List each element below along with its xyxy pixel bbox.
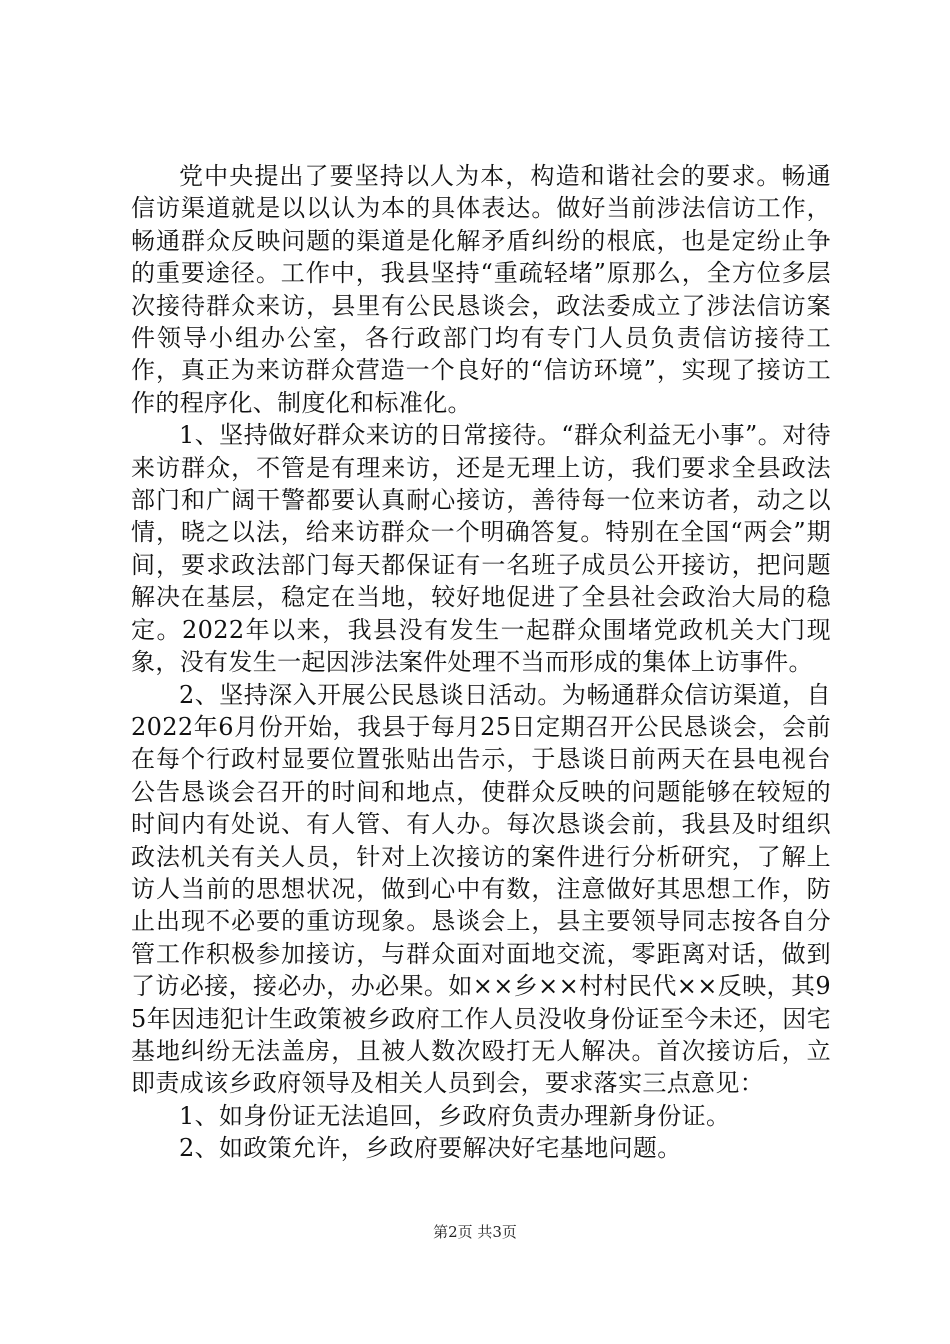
paragraph-citizen-talk-day: 2、坚持深入开展公民恳谈日活动。为畅通群众信访渠道，自2022年6月份开始，我县于每月25日定期召开公民恳谈会，会前在每个行政村显要位置张贴出告示，于恳谈日前两天在县电视台公告恳谈会召开的时间和地点，使群众反映的问题能够在较短的时间内有处说、有人管、有人办。每次恳谈会前，我县及时组织政法机关有关人员，针对上次接访的案件进行分析研究，了解上访人当前的思想状况，做到心中有数，注意做好其思想工作，防止出现不必要的重访现象。恳谈会上，县主要领导同志按各自分管工作积极参加接访，与群众面对面地交流，零距离对话，做到了访必接，接必办，办必果。如××乡××村村民代××反映，其95年因违犯计生政策被乡政府工作人员没收身份证至今未还，因宅基地纠纷无法盖房，且被人数次殴打无人解决。首次接访后，立即责成该乡政府领导及相关人员到会，要求落实三点意见：: [131, 680, 831, 1098]
document-body: [131, 160, 831, 1165]
paragraph-daily-reception: 1、坚持做好群众来访的日常接待。“群众利益无小事”。对待来访群众，不管是有理来访，还是无理上访，我们要求全县政法部门和广阔干警都要认真耐心接访，善待每一位来访者，动之以情，晓之以法，给来访群众一个明确答复。特别在全国“两会”期间，要求政法部门每天都保证有一名班子成员公开接访，把问题解决在基层，稳定在当地，较好地促进了全县社会政治大局的稳定。2022年以来，我县没有发生一起群众围堵党政机关大门现象，没有发生一起因涉法案件处理不当而形成的集体上访事件。: [131, 421, 831, 677]
paragraph-point-1: 1、如身份证无法追回，乡政府负责办理新身份证。: [179, 1101, 731, 1130]
page-footer: [0, 1222, 950, 1242]
page-number-label: 第2页 共3页: [433, 1223, 517, 1241]
paragraph-point-2: 2、如政策允许，乡政府要解决好宅基地问题。: [179, 1134, 682, 1163]
paragraph-intro: 党中央提出了要坚持以人为本，构造和谐社会的要求。畅通信访渠道就是以以认为本的具体表达。做好当前涉法信访工作，畅通群众反映问题的渠道是化解矛盾纠纷的根底，也是定纷止争的重要途径。工作中，我县坚持“重疏轻堵”原那么，全方位多层次接待群众来访，县里有公民恳谈会，政法委成立了涉法信访案件领导小组办公室，各行政部门均有专门人员负责信访接待工作，真正为来访群众营造一个良好的“信访环境”，实现了接访工作的程序化、制度化和标准化。: [131, 162, 831, 417]
